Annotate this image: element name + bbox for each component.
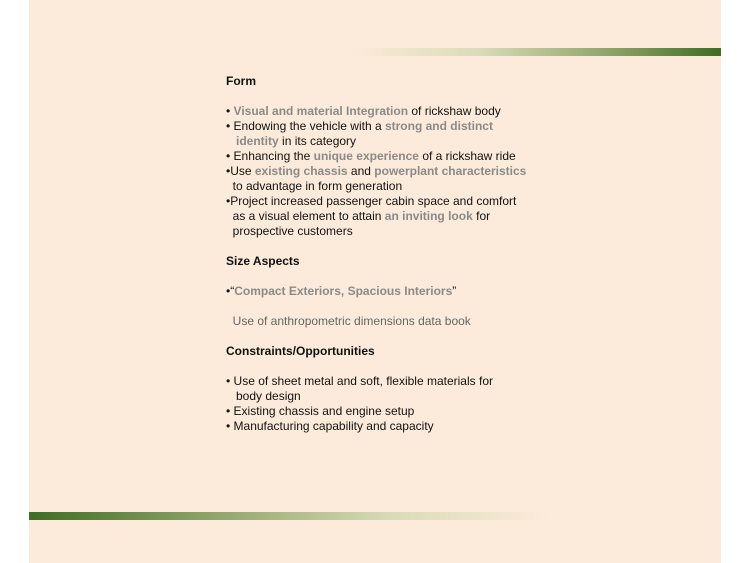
size-bullet: •“Compact Exteriors, Spacious Interiors”	[226, 284, 457, 298]
constraints-line-4: • Manufacturing capability and capacity	[226, 419, 434, 433]
constraints-line-1: • Use of sheet metal and soft, flexible materials for	[226, 374, 493, 388]
constraints-line-3: • Existing chassis and engine setup	[226, 404, 415, 418]
form-line-8: as a visual element to attain an inviting look for	[226, 209, 491, 223]
form-line-9: prospective customers	[226, 224, 353, 238]
form-line-3: identity in its category	[236, 134, 357, 148]
form-line-4: • Enhancing the unique experience of a rickshaw ride	[226, 149, 516, 163]
form-line-2: • Endowing the vehicle with a strong and distinct	[226, 119, 493, 133]
size-note: Use of anthropometric dimensions data book	[226, 314, 471, 328]
form-heading: Form	[226, 74, 256, 88]
form-line-1: • Visual and material Integration of rickshaw body	[226, 104, 501, 118]
bottom-gradient-bar	[29, 512, 550, 520]
top-gradient-bar	[350, 48, 721, 56]
form-line-6: to advantage in form generation	[226, 179, 403, 193]
constraints-heading: Constraints/Opportunities	[226, 344, 375, 358]
size-heading: Size Aspects	[226, 254, 300, 268]
constraints-line-2: body design	[226, 389, 301, 403]
slide-content	[226, 74, 546, 434]
form-line-5: •Use existing chassis and powerplant characteristics	[226, 164, 527, 178]
form-line-7: •Project increased passenger cabin space and comfort	[226, 194, 517, 208]
